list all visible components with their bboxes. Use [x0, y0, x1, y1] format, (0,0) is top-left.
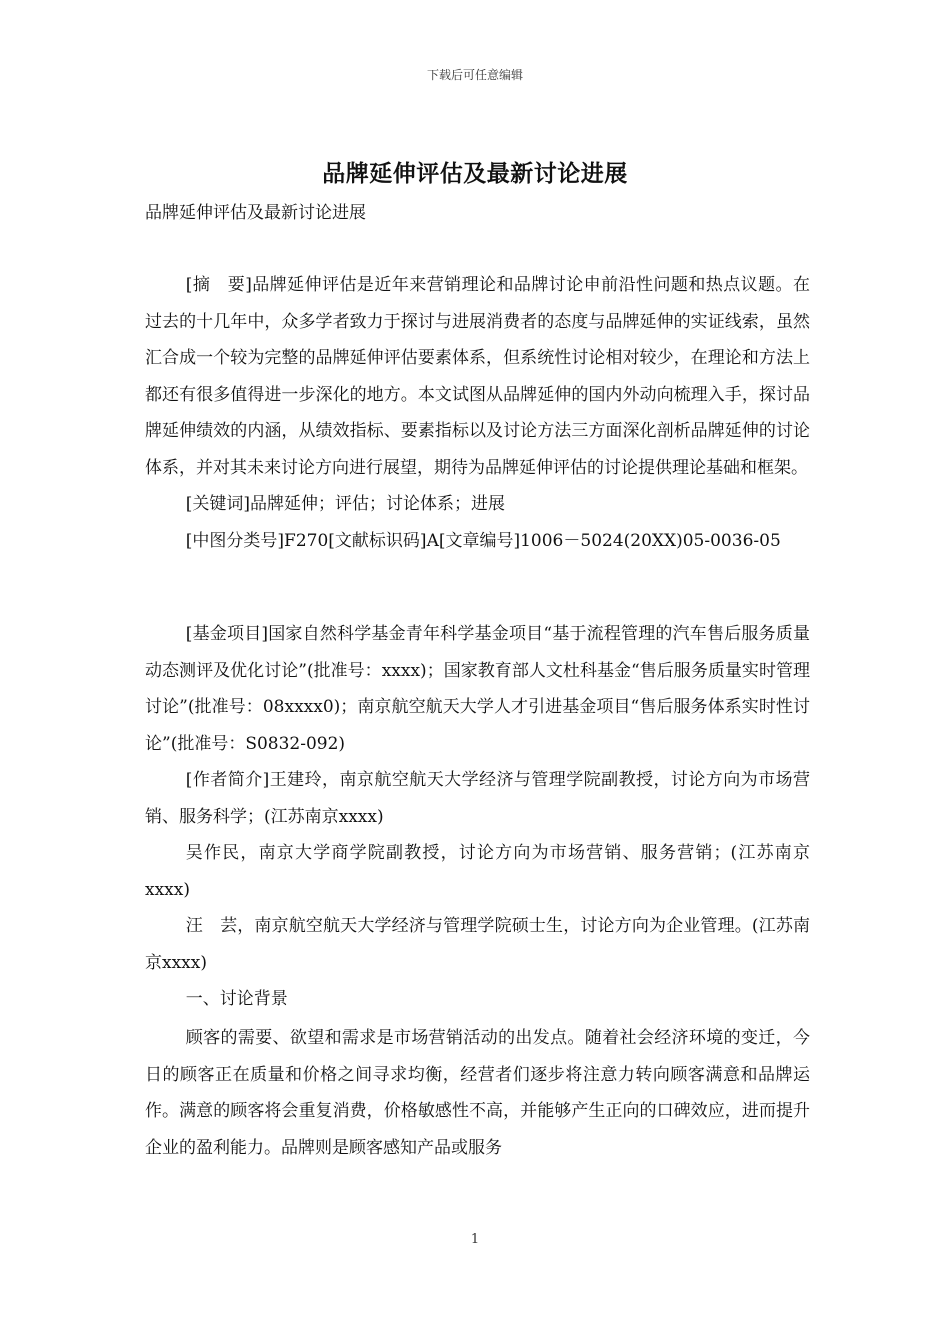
- document-subtitle: 品牌延伸评估及最新讨论进展: [145, 203, 366, 223]
- header-note: 下载后可任意编辑: [426, 68, 523, 82]
- author-paragraph: [作者简介]王建玲，南京航空航天大学经济与管理学院副教授，讨论方向为市场营销、服务科学；(江苏南京xxxx): [145, 770, 810, 827]
- author-paragraph: 吴作民，南京大学商学院副教授，讨论方向为市场营销、服务营销；(江苏南京xxxx): [145, 843, 810, 900]
- section-heading: 一、讨论背景: [185, 989, 288, 1009]
- body-block: [145, 1020, 810, 1166]
- abstract-block: [145, 267, 810, 559]
- funding-paragraph: [基金项目]国家自然科学基金青年科学基金项目“基于流程管理的汽车售后服务质量动态测评及优化讨论”(批准号：xxxx)；国家教育部人文杜科基金“售后服务质量实时管理讨论”(批准号：08xxxx0)；南京航空航天大学人才引进基金项目“售后服务体系实时性讨论”(批准号：S0832-092): [145, 624, 810, 754]
- funding-authors-block: [145, 616, 810, 1018]
- page-number: 1: [470, 1232, 480, 1247]
- author-paragraph: 汪 芸，南京航空航天大学经济与管理学院硕士生，讨论方向为企业管理。(江苏南京xxxx): [145, 916, 810, 973]
- keywords-line: [关键词]品牌延伸；评估；讨论体系；进展: [185, 494, 506, 514]
- document-title: 品牌延伸评估及最新讨论进展: [322, 160, 628, 187]
- abstract-paragraph: [摘 要]品牌延伸评估是近年来营销理论和品牌讨论申前沿性问题和热点议题。在过去的十几年中，众多学者致力于探讨与进展消费者的态度与品牌延伸的实证线索，虽然汇合成一个较为完整的品牌延伸评估要素体系，但系统性讨论相对较少，在理论和方法上都还有很多值得进一步深化的地方。本文试图从品牌延伸的国内外动向梳理入手，探讨品牌延伸绩效的内涵，从绩效指标、要素指标以及讨论方法三方面深化剖析品牌延伸的讨论体系，并对其未来讨论方向进行展望，期待为品牌延伸评估的讨论提供理论基础和框架。: [145, 275, 810, 478]
- body-paragraph: 顾客的需要、欲望和需求是市场营销活动的出发点。随着社会经济环境的变迁，今日的顾客正在质量和价格之间寻求均衡，经营者们逐步将注意力转向顾客满意和品牌运作。满意的顾客将会重复消费，价格敏感性不高，并能够产生正向的口碑效应，进而提升企业的盈利能力。品牌则是顾客感知产品或服务: [145, 1028, 810, 1158]
- classification-line: [中图分类号]F270[文献标识码]A[文章编号]1006－5024(20XX)05-0036-05: [185, 530, 781, 551]
